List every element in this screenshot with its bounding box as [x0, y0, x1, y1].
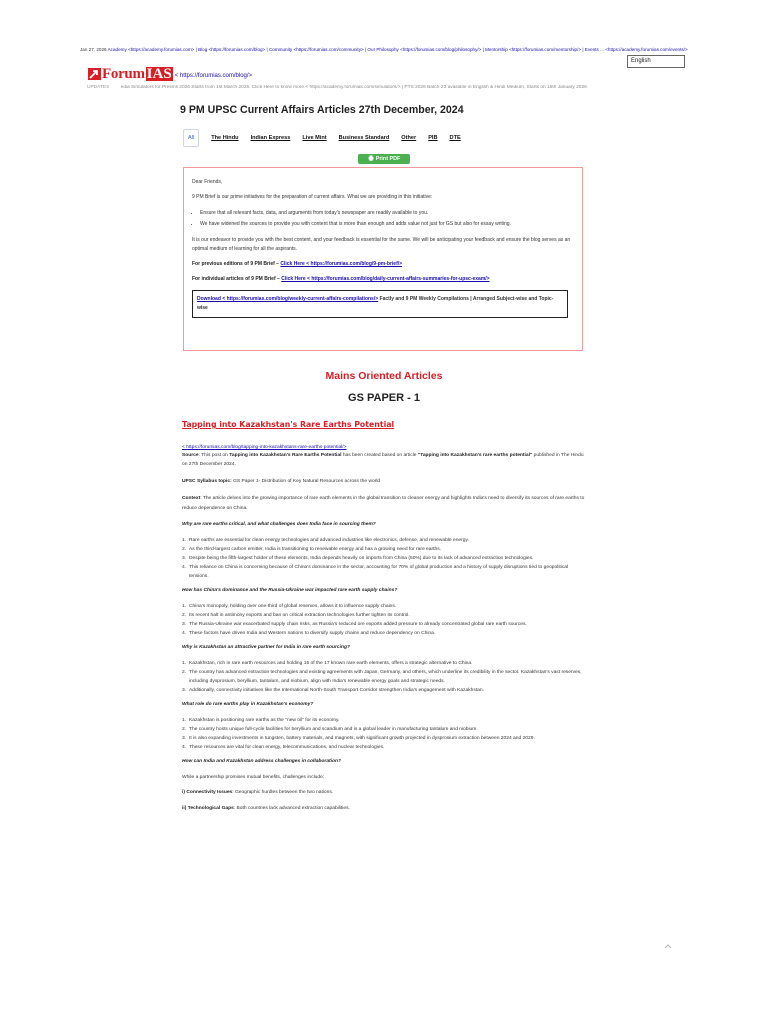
article-content	[182, 444, 587, 813]
source-text: : This post on	[198, 453, 230, 458]
context-label: Context	[182, 496, 201, 501]
language-select[interactable]: English	[627, 55, 685, 68]
question-heading: How has China's dominance and the Russia-Ukraine war impacted rare earth supply chains?	[182, 588, 398, 593]
list-item: 2. Its recent halt in antimony exports and ban on critical extraction technologies further tighten its control.	[182, 613, 410, 618]
challenge-label: ii) Technological Gaps	[182, 806, 234, 811]
printer-icon	[368, 155, 374, 163]
tab-business-standard[interactable]: Business Standard	[338, 135, 390, 141]
chevron-up-icon	[663, 942, 673, 950]
tab-pib[interactable]: PIB	[428, 135, 438, 141]
list-item: 2. As the third-largest carbon emitter, India is transitioning to renewable energy and has a growing need for rare earths.	[182, 547, 442, 552]
logo-arrow-icon	[88, 68, 101, 80]
source-text: published in The Hindu on 27th December 2024.	[182, 453, 584, 467]
context-text: : The article delves into the growing importance of rare earth elements in the global transition to cleaner energy and highlights India's need to diversify its sources of rare earths to reduce dependence on China.	[182, 496, 585, 511]
syllabus-label: UPSC Syllabus topic:	[182, 479, 232, 484]
syllabus-text: GS Paper 1- Distribution of Key Natural Resources across the world	[231, 479, 381, 484]
answer-list	[182, 536, 587, 581]
answer-list	[182, 602, 587, 638]
article-source	[182, 451, 587, 469]
tab-live-mint[interactable]: Live Mint	[302, 135, 327, 141]
challenge-text: : Geographic hurdles between the two nations.	[232, 790, 334, 795]
answer-list	[182, 716, 587, 752]
tab-other[interactable]: Other	[401, 135, 417, 141]
intro-box	[183, 167, 583, 351]
intro-bullets	[192, 208, 574, 230]
intro-line: 9 PM Brief is our prime initiatives for the preparation of current affairs. What we are providing in this initiative:	[192, 194, 433, 200]
list-item: 1. China's monopoly, holding over one-third of global reserves, allows it to influence supply chains.	[182, 604, 397, 609]
list-item: 1. Rare earths are essential for clean energy technologies and advanced industries like electronics, defense, and renewable energy.	[182, 538, 469, 543]
source-label: Source	[182, 453, 199, 458]
site-logo[interactable]	[88, 66, 252, 82]
updates-ticker	[87, 85, 692, 90]
header-links[interactable]: Academy <https://academy.forumias.com> | Blog <https://forumias.com/blog> | Community <https://forumias.com/community> | Our Philosophy <https://forumias.com/blog/philosophy/> | Mentorship <https://forumias.com/mentorship/> | Events ... <https://academy.forumias.com/events/>	[107, 47, 688, 52]
list-item: 2. The country has advanced extraction technologies and existing agreements with Japan, Germany, and others, which underline its credibility in the sector. Kazakhstan's vast reserves, including dysprosium, beryllium, tantalum, and niobium, align with India's renewable energy goals and strategic needs.	[182, 670, 582, 684]
context	[182, 494, 587, 514]
section-heading: Mains Oriented Articles	[325, 370, 443, 382]
list-item: 3. The Russia-Ukraine war exacerbated supply chain risks, as Russia's reduced ore exports added pressure to already concentrated global rare earth sources.	[182, 622, 527, 627]
tab-all[interactable]: All	[183, 129, 199, 147]
list-item: 3. Despite being the fifth-largest holder of these elements, India depends heavily on imports from China (60%) due to its lack of advanced extraction technologies.	[182, 556, 534, 561]
question-heading: What role do rare earths play in Kazakhstan's economy?	[182, 702, 314, 707]
article-title[interactable]: Tapping into Kazakhstan's Rare Earths Potential	[182, 420, 395, 429]
list-item: 4. These resources are vital for clean energy, telecommunications, and nuclear technologies.	[182, 745, 385, 750]
challenge-item	[182, 788, 587, 797]
challenge-item	[182, 804, 587, 813]
syllabus-topic	[182, 477, 587, 486]
question-heading: Why are rare earths critical, and what challenges does India face in sourcing them?	[182, 522, 376, 527]
print-date: Jan 27, 2026	[80, 47, 107, 52]
updates-label: UPDATES	[87, 85, 110, 90]
tab-indian-express[interactable]: Indian Express	[250, 135, 291, 141]
list-item: 1. Kazakhstan is positioning rare earths as the "new oil" for its economy.	[182, 718, 340, 723]
question-heading: Why is Kazakhstan an attractive partner for India in rare earth sourcing?	[182, 645, 350, 650]
scroll-to-top-button[interactable]	[663, 942, 675, 954]
download-box	[192, 290, 568, 318]
individual-articles-link[interactable]: Click Here < https://forumias.com/blog/daily-current-affairs-summaries-for-upsc-exam/>	[281, 276, 490, 282]
previous-editions-label: For previous editions of 9 PM Brief –	[192, 261, 281, 267]
print-pdf-button[interactable]	[358, 154, 410, 164]
logo-text-ias: IAS	[146, 66, 172, 82]
page-title: 9 PM UPSC Current Affairs Articles 27th December, 2024	[180, 104, 464, 116]
tab-the-hindu[interactable]: The Hindu	[211, 135, 239, 141]
article-url[interactable]: < https://forumias.com/blog/tapping-into-kazakhstans-rare-earths-potential/>	[182, 445, 347, 450]
list-item: 1. Kazakhstan, rich in rare earth resources and holding 15 of the 17 known rare earth elements, offers a strategic alternative to China.	[182, 661, 473, 666]
challenges-intro: While a partnership promises mutual benefits, challenges include:	[182, 775, 325, 780]
download-text: Factly and 9 PM Weekly Compilations | Arranged Subject-wise and Topic-wise	[197, 296, 554, 311]
intro-endeavor: It is our endeavor to provide you with the best content, and your feedback is essential for the same. We will be anticipating your feedback and ensure the blog serves as an optimal medium of learning for all the aspirants.	[192, 237, 571, 252]
individual-articles-label: For individual articles of 9 PM Brief –	[192, 276, 282, 282]
source-title: Tapping into Kazakhstan's Rare Earths Potential	[229, 453, 342, 458]
paper-heading: GS PAPER - 1	[348, 392, 420, 404]
individual-articles	[192, 275, 574, 284]
updates-text[interactable]: edia Simulators for Prelims 2026 Starts from 1st March 2026. Click Here to know more < https://academy.forumias.com/simulators/> | PTS 2026 Batch-23 available in English & Hindi Medium, Starts on 15th January 2026	[120, 85, 587, 90]
logo-text-forum: Forum	[102, 65, 145, 82]
list-item: • Ensure that all relevant facts, data, and arguments from today's newspaper are readily available to you.	[200, 208, 574, 219]
list-item: 3. It is also expanding investments in tungsten, battery materials, and magnets, with significant growth projected in dysprosium extraction between 2024 and 2029.	[182, 736, 535, 741]
question-heading: How can India and Kazakhstan address challenges in collaboration?	[182, 759, 341, 764]
source-text: has been created based on article	[341, 453, 418, 458]
list-item: 3. Additionally, connectivity initiatives like the International North-South Transport Corridor strengthen India's engagement with Kazakhstan.	[182, 688, 484, 693]
list-item: 4. These factors have driven India and Western nations to diversify supply chains and reduce dependency on China.	[182, 631, 436, 636]
intro-greeting: Dear Friends,	[192, 179, 223, 185]
print-header	[80, 47, 720, 53]
list-item: 2. The country hosts unique full-cycle facilities for beryllium and scandium and is a global leader in manufacturing tantalum and niobium.	[182, 727, 478, 732]
source-tabs	[183, 128, 473, 148]
challenge-label: i) Connectivity Issues	[182, 790, 233, 795]
answer-list	[182, 659, 587, 695]
previous-editions	[192, 260, 574, 269]
source-article: "Tapping into Kazakhstan's rare earths potential"	[417, 453, 533, 458]
tab-dte[interactable]: DTE	[449, 135, 461, 141]
logo-link[interactable]: < https://forumias.com/blog/>	[174, 73, 253, 79]
previous-editions-link[interactable]: Click Here < https://forumias.com/blog/9-pm-brief/>	[280, 261, 403, 267]
challenge-text: : Both countries lack advanced extraction capabilities.	[233, 806, 350, 811]
print-pdf-label: Print PDF	[375, 156, 401, 162]
download-link[interactable]: Download < https://forumias.com/blog/weekly-current-affairs-compilations/>	[197, 296, 379, 302]
list-item: • We have widened the sources to provide you with content that is more than enough and adds value not just for GS but also for essay writing.	[200, 219, 574, 230]
list-item: 4. This reliance on China is concerning because of China's dominance in the sector, accounting for 70% of global production and a history of supply disruptions tied to geopolitical tensions.	[182, 565, 569, 579]
